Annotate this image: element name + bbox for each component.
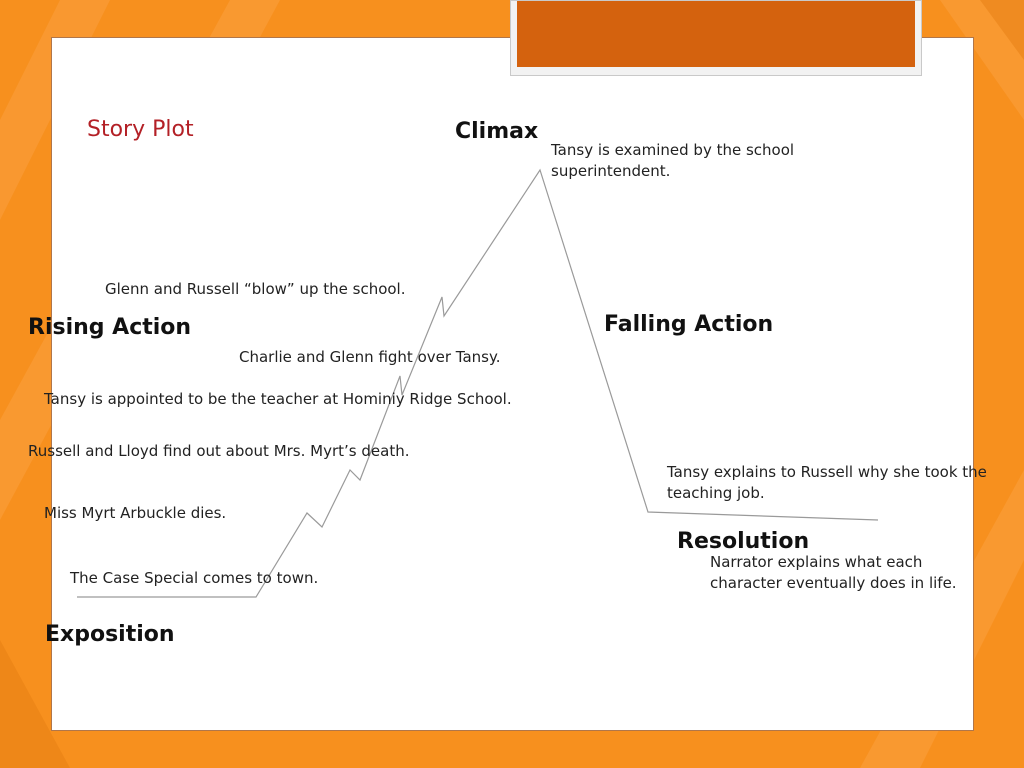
stage-falling-action: Falling Action <box>604 312 774 337</box>
event-myrt-dies: Miss Myrt Arbuckle dies. <box>44 504 227 522</box>
event-fight: Charlie and Glenn fight over Tansy. <box>239 348 501 366</box>
stage-resolution: Resolution <box>677 529 810 554</box>
event-death-found: Russell and Lloyd find out about Mrs. Myrt’s death. <box>28 442 410 460</box>
stage-rising-action: Rising Action <box>28 315 192 340</box>
event-resolution: Narrator explains what each character eventually does in life. <box>710 553 957 592</box>
event-blow-up: Glenn and Russell “blow” up the school. <box>105 280 406 298</box>
event-falling: Tansy explains to Russell why she took the teaching job. <box>667 463 987 502</box>
event-case-special: The Case Special comes to town. <box>70 569 319 587</box>
page-title: Story Plot <box>87 117 194 142</box>
event-appointed: Tansy is appointed to be the teacher at Hominiy Ridge School. <box>44 390 512 408</box>
event-climax: Tansy is examined by the school superintendent. <box>551 141 795 180</box>
stage-exposition: Exposition <box>45 622 175 647</box>
stage-climax: Climax <box>455 119 539 144</box>
